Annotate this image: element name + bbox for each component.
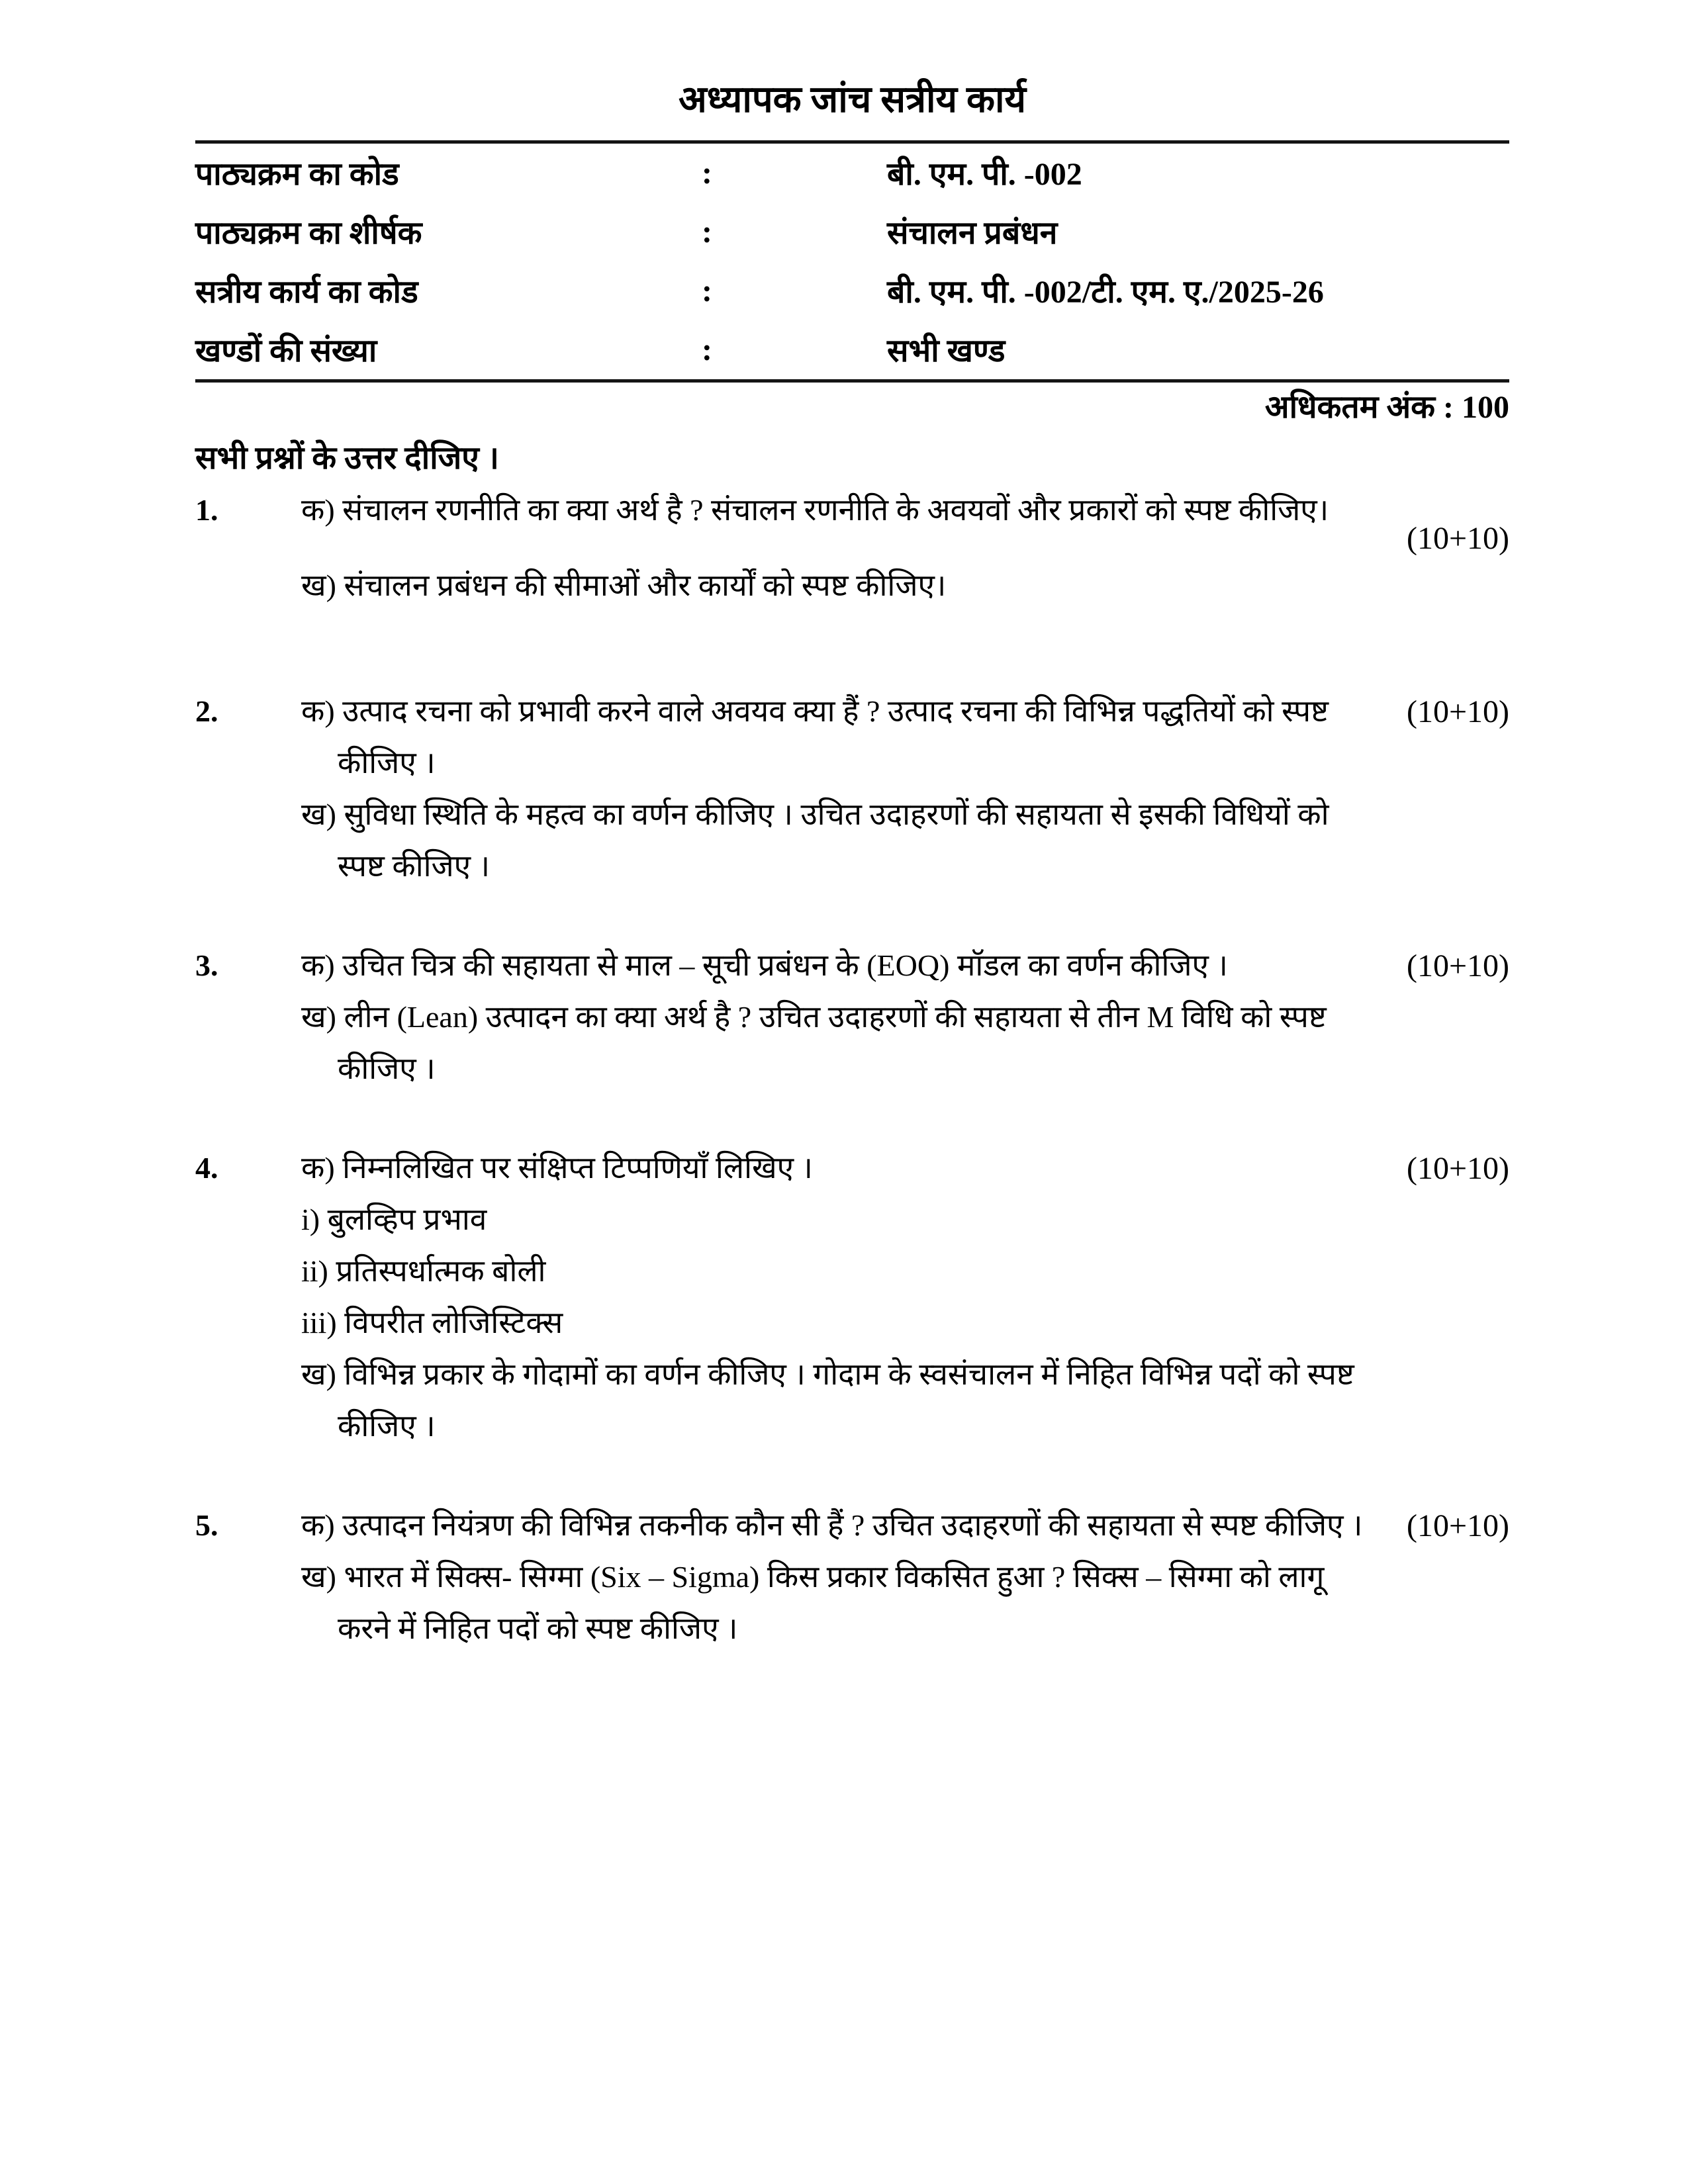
meta-row-course-code	[195, 144, 1509, 203]
marks-badge: (10+10)	[1406, 694, 1509, 729]
question-line: कीजिए ।	[338, 746, 436, 780]
meta-separator: :	[702, 156, 712, 191]
meta-row-course-title	[195, 203, 1509, 261]
page-title: अध्यापक जांच सत्रीय कार्य	[679, 79, 1026, 120]
question-number: 5.	[195, 1508, 218, 1542]
question-line: क) उत्पादन नियंत्रण की विभिन्न तकनीक कौन सी हैं ? उचित उदाहरणों की सहायता से स्पष्ट कीजिए ।	[301, 1508, 1363, 1542]
question-4	[195, 1142, 1509, 1452]
marks-badge: (10+10)	[1406, 1508, 1509, 1543]
question-2	[195, 686, 1509, 892]
instruction: सभी प्रश्नों के उत्तर दीजिए ।	[195, 441, 499, 476]
question-line: करने में निहित पदों को स्पष्ट कीजिए ।	[338, 1612, 738, 1645]
question-lines	[301, 940, 1393, 1095]
question-lines	[301, 484, 1393, 612]
question-subitem: i) बुलव्हिप प्रभाव	[301, 1203, 487, 1236]
question-3	[195, 940, 1509, 1095]
meta-row-assignment-code	[195, 261, 1509, 320]
question-number: 2.	[195, 694, 218, 728]
meta-label: खण्डों की संख्या	[195, 334, 377, 369]
document-content	[195, 0, 1509, 1655]
question-line: ख) सुविधा स्थिति के महत्व का वर्णन कीजिए । उचित उदाहरणों की सहायता से इसकी विधियों को	[301, 797, 1329, 831]
question-line: ख) भारत में सिक्स- सिग्मा (Six – Sigma) किस प्रकार विकसित हुआ ? सिक्स – सिग्मा को लागू	[301, 1560, 1325, 1594]
question-subitem: ii) प्रतिस्पर्धात्मक बोली	[301, 1254, 546, 1288]
question-number: 3.	[195, 948, 218, 982]
question-line: स्पष्ट कीजिए ।	[338, 849, 491, 883]
question-line: ख) लीन (Lean) उत्पादन का क्या अर्थ है ? उचित उदाहरणों की सहायता से तीन M विधि को स्पष्ट	[301, 1000, 1327, 1034]
question-subitem: iii) विपरीत लोजिस्टिक्स	[301, 1306, 563, 1340]
max-marks: अधिकतम अंक : 100	[1264, 390, 1509, 425]
question-1	[195, 484, 1509, 612]
meta-value: बी. एम. पी. -002/टी. एम. ए./2025-26	[887, 275, 1324, 310]
meta-value: संचालन प्रबंधन	[887, 216, 1058, 251]
question-line: ख) संचालन प्रबंधन की सीमाओं और कार्यों को स्पष्ट कीजिए।	[301, 569, 947, 602]
meta-separator: :	[702, 332, 712, 367]
marks-badge: (10+10)	[1406, 1151, 1509, 1186]
question-number: 1.	[195, 493, 218, 527]
question-line: क) उत्पाद रचना को प्रभावी करने वाले अवयव क्या हैं ? उत्पाद रचना की विभिन्न पद्धतियों को स्पष्ट	[301, 694, 1329, 728]
question-line: कीजिए ।	[338, 1409, 436, 1443]
meta-value: सभी खण्ड	[887, 334, 1006, 369]
meta-value: बी. एम. पी. -002	[887, 157, 1082, 192]
question-lines	[301, 1500, 1393, 1655]
meta-label: पाठ्यक्रम का कोड	[195, 157, 399, 192]
meta-label: पाठ्यक्रम का शीर्षक	[195, 216, 422, 251]
meta-row-sections-count	[195, 320, 1509, 379]
meta-table	[195, 144, 1509, 379]
meta-separator: :	[702, 273, 712, 308]
question-line: क) संचालन रणनीति का क्या अर्थ है ? संचालन रणनीति के अवयवों और प्रकारों को स्पष्ट कीजिए।	[301, 493, 1329, 527]
marks-badge: (10+10)	[1406, 948, 1509, 983]
question-5	[195, 1500, 1509, 1655]
question-lines	[301, 1142, 1393, 1452]
question-number: 4.	[195, 1151, 218, 1185]
marks-badge: (10+10)	[1406, 521, 1509, 556]
meta-label: सत्रीय कार्य का कोड	[195, 275, 418, 310]
question-line: क) उचित चित्र की सहायता से माल – सूची प्रबंधन के (EOQ) मॉडल का वर्णन कीजिए ।	[301, 948, 1228, 982]
question-line: क) निम्नलिखित पर संक्षिप्त टिप्पणियाँ लिखिए ।	[301, 1151, 813, 1185]
question-line: कीजिए ।	[338, 1052, 436, 1085]
question-lines	[301, 686, 1393, 892]
question-line: ख) विभिन्न प्रकार के गोदामों का वर्णन कीजिए । गोदाम के स्वसंचालन में निहित विभिन्न पदों को स्पष्ट	[301, 1357, 1354, 1391]
meta-separator: :	[702, 214, 712, 250]
